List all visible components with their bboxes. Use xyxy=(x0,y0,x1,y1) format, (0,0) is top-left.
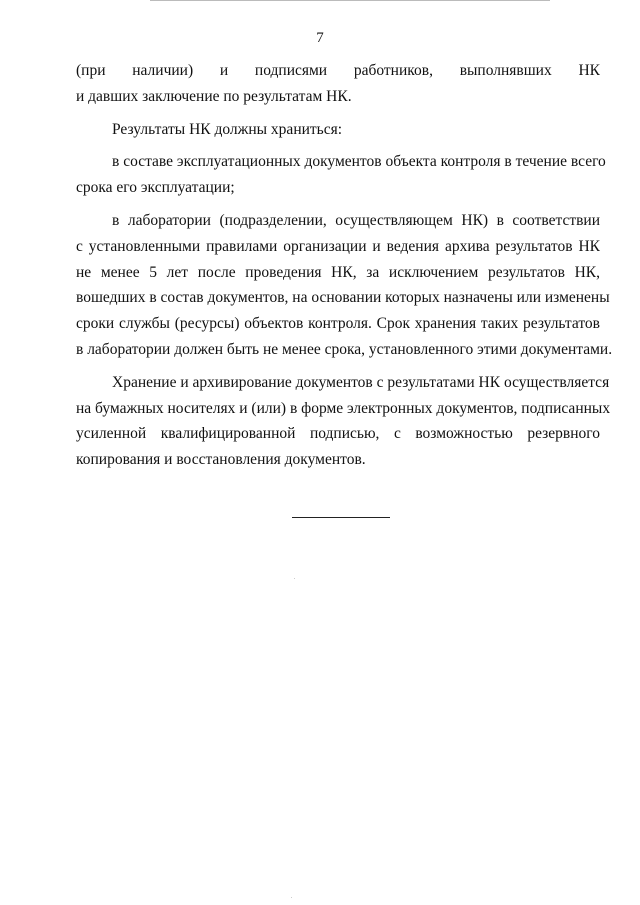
paragraph-signatures xyxy=(76,58,600,110)
scan-speck xyxy=(291,897,292,898)
text-line: срока его эксплуатации; xyxy=(76,179,235,197)
text-line: в лаборатории (подразделении, осуществляющем НК) в соответствии xyxy=(112,211,600,229)
text-line: в лаборатории должен быть не менее срока, установленного этими документами. xyxy=(76,340,613,358)
text-line: усиленной квалифицированной подписью, с возможностью резервного xyxy=(76,425,600,443)
text-line: и давших заключение по результатам НК. xyxy=(76,87,352,105)
end-of-document-rule xyxy=(292,517,390,518)
text-line: в составе эксплуатационных документов объекта контроля в течение всего xyxy=(112,153,606,171)
text-line: вошедших в состав документов, на основании которых назначены или изменены xyxy=(76,289,610,307)
text-line: сроки службы (ресурсы) объектов контроля. Срок хранения таких результатов xyxy=(76,315,600,333)
text-line: на бумажных носителях и (или) в форме электронных документов, подписанных xyxy=(76,399,611,417)
text-line: Результаты НК должны храниться: xyxy=(112,120,343,138)
text-line: с установленными правилами организации и ведения архива результатов НК xyxy=(76,237,600,255)
page-number: 7 xyxy=(316,30,324,46)
text-line: Хранение и архивирование документов с результатами НК осуществляется xyxy=(112,373,610,391)
scan-top-edge xyxy=(150,0,550,1)
paragraph-storage-intro xyxy=(76,117,600,143)
text-line: копирования и восстановления документов. xyxy=(76,451,366,469)
paragraph-storage-operational-docs xyxy=(76,149,606,201)
text-line: не менее 5 лет после проведения НК, за исключением результатов НК, xyxy=(76,263,600,281)
paragraph-archiving xyxy=(76,370,611,473)
paragraph-storage-laboratory xyxy=(76,208,613,363)
scan-speck xyxy=(294,578,295,579)
document-body xyxy=(76,58,613,473)
text-line: (при наличии) и подписями работников, выполнявших НК xyxy=(76,62,600,79)
